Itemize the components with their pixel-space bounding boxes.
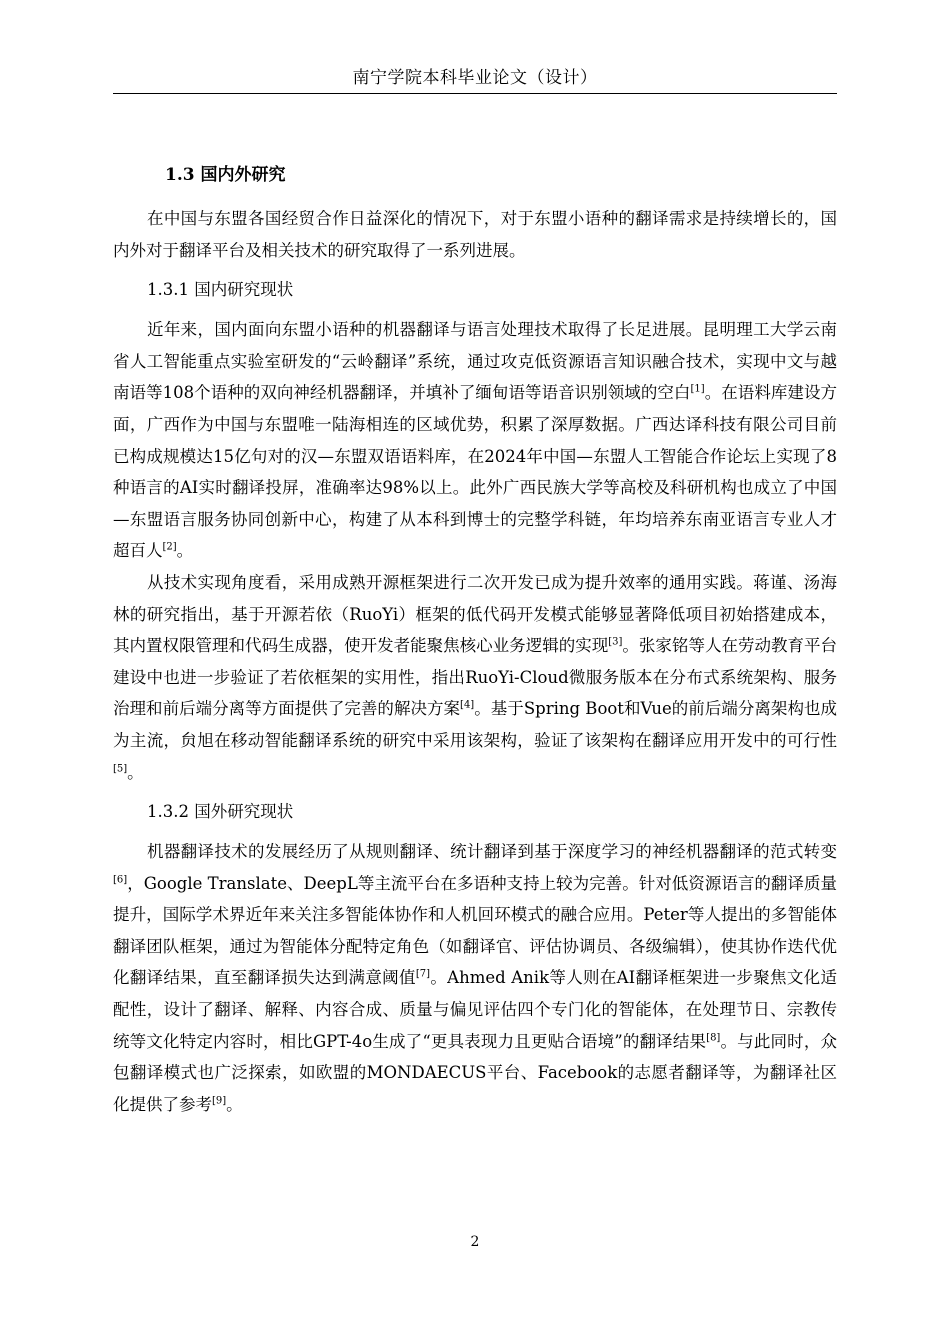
text-run: 机器翻译技术的发展经历了从规则翻译、统计翻译到基于深度学习的神经机器翻译的范式转变 [147,842,837,862]
citation-marker: [4] [460,699,475,711]
citation-marker: [9] [212,1095,227,1107]
text-run: 。 [226,1094,243,1114]
text-run: 。基于Spring Boot和Vue的前后端分离架构也成为主流，贠旭在移动智能翻译系统的研究中采用该架构，验证了该架构在翻译应用开发中的可行性 [113,699,837,750]
text-run: 。在语料库建设方面，广西作为中国与东盟唯一陆海相连的区域优势，积累了深厚数据。广西达译科技有限公司目前已构成规模达15亿句对的汉—东盟双语语料库，在2024年中国—东盟人工智能合作论坛上实现了8种语言的AI实时翻译投屏，准确率达98%以上。此外广西民族大学等高校及科研机构也成立了中国—东盟语言服务协同创新中心，构建了从本科到博士的完整学科链，年均培养东南亚语言专业人才超百人 [113,383,838,561]
running-header: 南宁学院本科毕业论文（设计） [352,68,598,88]
page-number: 2 [470,1234,480,1250]
header-rule [113,93,837,94]
text-run: ，Google Translate、DeepL等主流平台在多语种支持上较为完善。针对低资源语言的翻译质量提升，国际学术界近年来关注多智能体协作和人机回环模式的融合应用。Peter等人提出的多智能体翻译团队框架，通过为智能体分配特定角色（如翻译官、评估协调员、各级编辑），使其协作迭代优化翻译结果，直至翻译损失达到满意阈值 [113,873,837,988]
citation-marker: [2] [162,541,177,553]
citation-marker: [8] [706,1032,721,1044]
citation-marker: [5] [113,763,128,774]
citation-marker: [3] [608,636,623,648]
domestic-paragraph-1 [113,314,837,567]
domestic-paragraph-2 [113,567,837,788]
subsection-heading-foreign: 1.3.2 国外研究现状 [147,802,294,822]
citation-marker: [6] [113,874,128,886]
text-run: 从技术实现角度看，采用成熟开源框架进行二次开发已成为提升效率的通用实践。蒋谨、汤海林的研究指出，基于开源若依（RuoYi）框架的低代码开发模式能够显著降低项目初始搭建成本，其内置权限管理和代码生成器，使开发者能聚焦核心业务逻辑的实现 [113,572,837,656]
text-run: 。与此同时，众包翻译模式也广泛探索，如欧盟的MONDAECUS平台、Facebook的志愿者翻译等，为翻译社区化提供了参考 [113,1031,838,1114]
citation-marker: [1] [690,383,705,395]
text-run: 。 [127,762,144,782]
section-intro-paragraph: 在中国与东盟各国经贸合作日益深化的情况下，对于东盟小语种的翻译需求是持续增长的，国内外对于翻译平台及相关技术的研究取得了一系列进展。 [113,209,837,260]
foreign-paragraph-1 [113,836,837,1120]
page-content [113,159,837,1120]
section-heading: 1.3 国内外研究 [165,165,286,185]
subsection-heading-domestic: 1.3.1 国内研究现状 [147,280,294,300]
text-run: 。 [176,541,194,561]
text-run: 。张家铭等人在劳动教育平台建设中也进一步验证了若依框架的实用性，指出RuoYi-Cloud微服务版本在分布式系统架构、服务治理和前后端分离等方面提供了完善的解决方案 [113,636,838,719]
citation-marker: [7] [415,968,431,980]
text-run: 近年来，国内面向东盟小语种的机器翻译与语言处理技术取得了长足进展。昆明理工大学云南省人工智能重点实验室研发的“云岭翻译”系统，通过攻克低资源语言知识融合技术，实现中文与越南语等108个语种的双向神经机器翻译，并填补了缅甸语等语音识别领域的空白 [113,320,837,403]
text-run: 。Ahmed Anik等人则在AI翻译框架进一步聚焦文化适配性，设计了翻译、解释、内容合成、质量与偏见评估四个专门化的智能体，在处理节日、宗教传统等文化特定内容时，相比GPT-4o生成了“更具表现力且更贴合语境”的翻译结果 [113,968,838,1051]
